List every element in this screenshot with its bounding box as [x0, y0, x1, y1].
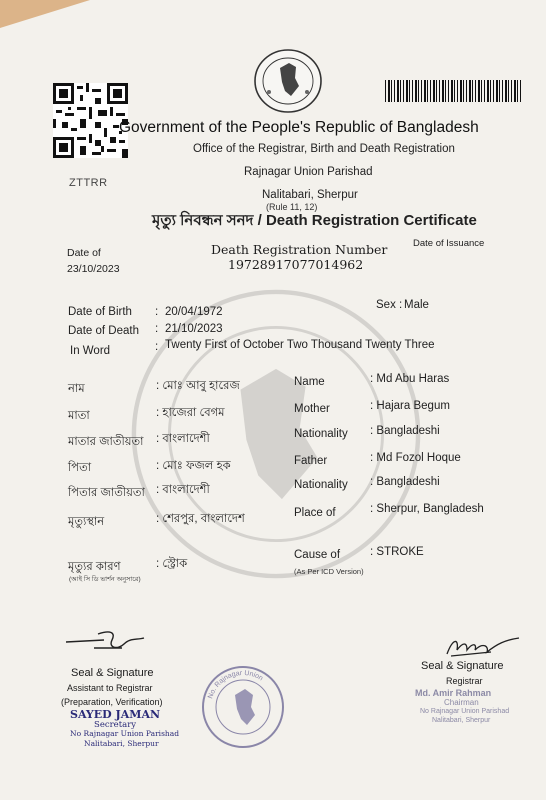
- assistant-signature-icon: [64, 626, 150, 656]
- government-title: Government of the People's Republic of Bangladesh: [119, 119, 479, 136]
- union-seal-icon: [201, 665, 285, 749]
- field-bn-value: [156, 377, 240, 396]
- field-colon: :: [156, 460, 160, 472]
- field-bn-label: মৃত্যুস্থান: [68, 516, 105, 528]
- field-en-value: [370, 400, 450, 412]
- field-bn-value: [156, 457, 231, 476]
- dod-value: 21/10/2023: [165, 323, 223, 335]
- field-colon: :: [156, 433, 160, 445]
- left-seal-sub: (Preparation, Verification): [61, 697, 163, 707]
- field-bn-text: হাজেরা বেগম: [162, 407, 225, 419]
- field-colon: :: [156, 513, 160, 525]
- inword-label: In Word: [70, 345, 111, 357]
- field-bn-label: পিতার জাতীয়তা: [68, 487, 145, 499]
- field-en-text: Bangladeshi: [376, 476, 440, 488]
- field-bn-label: মাতার জাতীয়তা: [68, 436, 144, 448]
- field-colon: :: [370, 400, 374, 412]
- field-colon: :: [370, 503, 374, 515]
- field-en-value: [370, 425, 440, 437]
- cause-en-text: STROKE: [376, 546, 424, 558]
- certificate-title: [152, 209, 477, 234]
- field-en-label: Name: [294, 376, 325, 388]
- sex-label: Sex :: [376, 299, 403, 311]
- date-of-label: Date of: [67, 247, 101, 259]
- field-colon: :: [156, 558, 160, 570]
- cause-en-value: [370, 546, 424, 558]
- field-en-text: Md Abu Haras: [376, 373, 450, 385]
- right-seal-role: Registrar: [446, 676, 483, 686]
- field-en-value: [370, 503, 484, 515]
- right-stamp-name: Md. Amir Rahman: [415, 688, 492, 698]
- right-seal-title: Seal & Signature: [421, 660, 504, 672]
- cause-bn-value: [156, 555, 187, 574]
- left-stamp-org: No Rajnagar Union Parishad: [70, 729, 180, 738]
- registration-number-label: Death Registration Number: [211, 242, 388, 257]
- field-en-text: Bangladeshi: [376, 425, 440, 437]
- sex-value: Male: [404, 299, 429, 311]
- field-en-value: [370, 476, 440, 488]
- right-stamp-location: Nalitabari, Sherpur: [432, 717, 491, 724]
- cause-en-label: Cause of: [294, 549, 341, 561]
- page-corner-curl: [0, 0, 90, 28]
- rule-reference: (Rule 11, 12): [266, 202, 318, 212]
- field-colon: :: [370, 373, 374, 385]
- cause-en-note: (As Per ICD Version): [294, 567, 364, 576]
- field-bn-value: [156, 510, 245, 529]
- field-en-text: Hajara Begum: [376, 400, 450, 412]
- field-bn-value: [156, 404, 225, 423]
- field-en-label: Mother: [294, 403, 330, 415]
- certificate-title-separator: /: [253, 212, 266, 229]
- dod-colon: :: [155, 323, 159, 335]
- field-colon: :: [156, 484, 160, 496]
- left-seal-role: Assistant to Registrar: [67, 683, 153, 693]
- government-emblem-icon: [249, 48, 327, 114]
- field-colon: :: [370, 452, 374, 464]
- right-stamp-org: No Rajnagar Union Parishad: [420, 708, 510, 715]
- field-bn-label: মাতা: [68, 410, 90, 422]
- qr-code-label: ZTTRR: [69, 177, 108, 189]
- field-en-label: Nationality: [294, 428, 348, 440]
- cause-bn-label: মৃত্যুর কারণ: [68, 561, 121, 573]
- barcode-icon: [385, 80, 521, 102]
- field-en-label: Nationality: [294, 479, 348, 491]
- union-name: Rajnagar Union Parishad: [244, 166, 373, 178]
- field-bn-label: পিতা: [68, 462, 92, 474]
- registrar-signature-icon: [443, 632, 523, 660]
- registration-number-value: 19728917077014962: [228, 257, 364, 272]
- field-bn-value: [156, 481, 210, 500]
- field-en-text: Md Fozol Hoque: [376, 452, 461, 464]
- cause-bn-text: স্ট্রোক: [162, 558, 188, 570]
- left-seal-title: Seal & Signature: [71, 667, 154, 679]
- seal-arc-text: No. Rajnagar Union: [207, 669, 264, 700]
- cause-bn-note: (আই সি ডি ভার্শন অনুসারে): [69, 576, 141, 583]
- dob-label: Date of Birth: [68, 306, 132, 318]
- field-colon: :: [156, 380, 160, 392]
- certificate-title-en: Death Registration Certificate: [265, 212, 477, 229]
- issuance-label: Date of Issuance: [413, 238, 485, 249]
- field-colon: :: [370, 425, 374, 437]
- office-title: Office of the Registrar, Birth and Death Registration: [193, 143, 455, 155]
- left-stamp-title: Secretary: [94, 720, 137, 730]
- field-bn-text: বাংলাদেশী: [162, 433, 210, 445]
- union-location: Nalitabari, Sherpur: [262, 189, 358, 201]
- dob-value: 20/04/1972: [165, 306, 223, 318]
- certificate-title-bn: মৃত্যু নিবন্ধন সনদ: [152, 212, 254, 229]
- field-en-label: Father: [294, 455, 328, 467]
- field-en-text: Sherpur, Bangladesh: [376, 503, 484, 515]
- field-colon: :: [156, 407, 160, 419]
- field-en-value: [370, 452, 461, 464]
- field-bn-value: [156, 430, 210, 449]
- field-en-label: Place of: [294, 507, 336, 519]
- inword-colon: :: [155, 341, 159, 353]
- field-colon: :: [370, 546, 374, 558]
- field-bn-text: মোঃ আবু হারেজ: [162, 380, 240, 392]
- field-en-value: [370, 373, 449, 385]
- qr-code-icon: [53, 83, 128, 158]
- left-stamp-location: Nalitabari, Sherpur: [84, 739, 159, 748]
- field-colon: :: [370, 476, 374, 488]
- field-bn-text: বাংলাদেশী: [162, 484, 210, 496]
- field-bn-text: মোঃ ফজল হক: [162, 460, 231, 472]
- field-bn-label: নাম: [68, 383, 85, 395]
- dod-label: Date of Death: [68, 325, 139, 337]
- field-bn-text: শেরপুর, বাংলাদেশ: [162, 513, 245, 525]
- left-stamp-name: SAYED JAMAN: [70, 708, 161, 721]
- dob-colon: :: [155, 306, 159, 318]
- date-of-value: 23/10/2023: [67, 263, 120, 275]
- inword-value: Twenty First of October Two Thousand Twenty Three: [165, 339, 435, 351]
- right-stamp-title: Chairman: [444, 698, 479, 707]
